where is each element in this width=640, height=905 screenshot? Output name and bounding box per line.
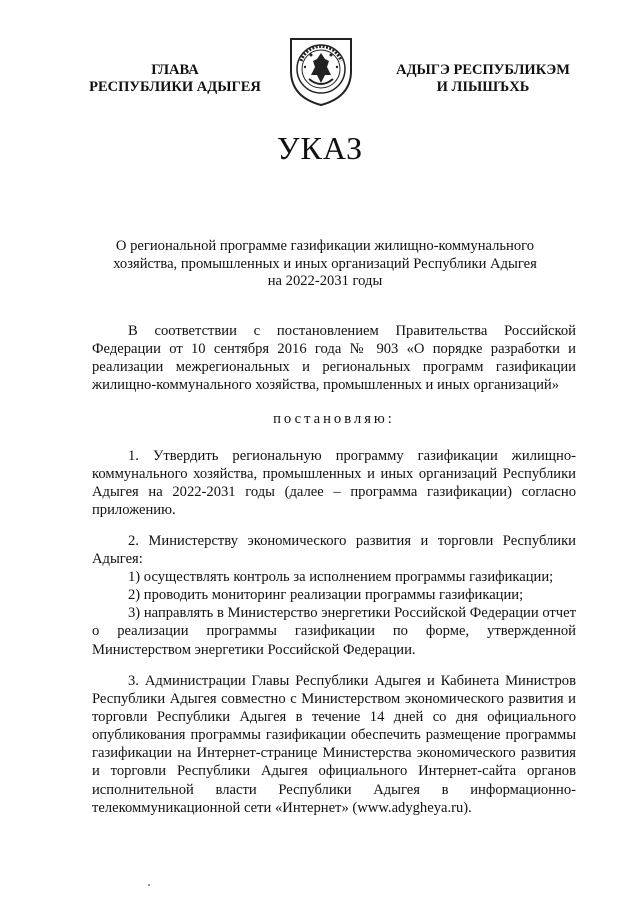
subject-line1: О региональной программе газификации жилищно-коммунального — [115, 238, 535, 254]
preamble-paragraph: В соответствии с постановлением Правительства Российской Федерации от 10 сентября 2016 года № 903 «О порядке разработки и реализации межрегиональных и региональных программ газификации жилищно-коммунального хозяйства, промышленных и иных организаций» — [92, 323, 576, 394]
item-2-sub1: 1) осуществлять контроль за исполнением программы газификации; — [128, 569, 554, 586]
item-2-sub2: 2) проводить мониторинг реализации программы газификации; — [128, 587, 524, 604]
item-2-intro: 2. Министерству экономического развития и торговли Республики Адыгея: — [92, 533, 576, 568]
decree-word-block — [92, 410, 576, 428]
item-1-block — [92, 447, 576, 519]
scan-speck — [148, 884, 150, 886]
subject-line3: на 2022-2031 годы — [267, 273, 383, 289]
header-right-line2: И ЛІЫШЪХЬ — [436, 79, 530, 95]
item-1-paragraph: 1. Утвердить региональную программу газификации жилищно-коммунального хозяйства, промышленных и иных организаций Республики Адыгея на 2022-2031 годы (далее – программа газификации) согласно приложению. — [92, 448, 576, 519]
decree-word: постановляю: — [273, 411, 395, 427]
document-title: УКАЗ — [276, 130, 364, 166]
item-2-block — [92, 532, 576, 659]
header-left-line2: РЕСПУБЛИКИ АДЫГЕЯ — [89, 79, 261, 95]
header-right — [372, 62, 594, 96]
coat-of-arms-icon — [287, 31, 355, 107]
header-left — [70, 62, 280, 96]
item-3-paragraph: 3. Администрации Главы Республики Адыгея и Кабинета Министров Республики Адыгея совместно с Министерством экономического развития и торговли Республики Адыгея в течение 14 дней со дня официального опубликования программы газификации обеспечить размещение программы газификации на Интернет-странице Министерства экономического развития и торговли Республики Адыгея официального Интернет-сайта органов исполнительной власти Республики Адыгея в информационно-телекоммуникационной сети «Интернет» (www.adygheya.ru). — [92, 673, 576, 816]
item-3-block — [92, 672, 576, 817]
preamble-block — [92, 322, 576, 394]
document-subject — [95, 238, 555, 291]
subject-line2: хозяйства, промышленных и иных организаций Республики Адыгея — [113, 255, 537, 272]
header-left-line1: ГЛАВА — [151, 62, 199, 78]
header-right-line1: АДЫГЭ РЕСПУБЛИКЭМ — [396, 62, 570, 78]
item-2-sub3: 3) направлять в Министерство энергетики Российской Федерации отчет о реализации программы газификации по форме, утвержденной Министерством энергетики Российской Федерации. — [92, 605, 576, 658]
